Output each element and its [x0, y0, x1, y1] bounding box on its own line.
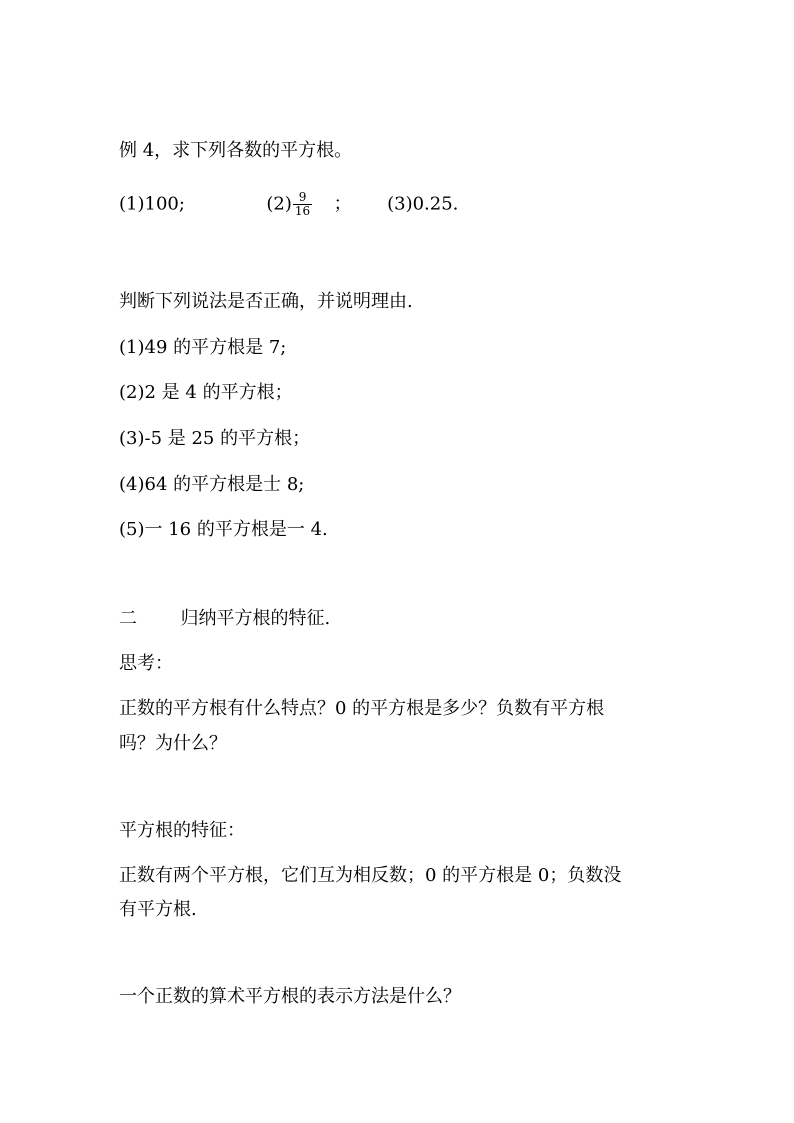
- feature-label: 平方根的特征：: [119, 820, 245, 841]
- judge-item: (3)-5 是 25 的平方根；: [119, 428, 311, 449]
- think-label: 思考：: [119, 653, 173, 674]
- judge-item: (2)2 是 4 的平方根；: [119, 382, 293, 403]
- judge-item: (5)一 16 的平方根是一 4.: [119, 519, 328, 540]
- feature-line2: 有平方根.: [119, 899, 197, 920]
- judge-title: 判断下列说法是否正确，并说明理由.: [119, 291, 413, 312]
- example4-item2-prefix: (2): [266, 193, 292, 215]
- example4-item2-suffix: ；: [333, 193, 352, 215]
- final-question: 一个正数的算术平方根的表示方法是什么？: [119, 986, 461, 1007]
- example4-item3: (3)0.25.: [387, 193, 459, 215]
- think-question-line1: 正数的平方根有什么特点？0 的平方根是多少？负数有平方根: [119, 698, 605, 719]
- example4-items: [119, 191, 458, 218]
- judge-item: (1)49 的平方根是 7;: [119, 337, 287, 358]
- example4-title: 例 4，求下列各数的平方根。: [119, 140, 353, 161]
- section2-heading: [119, 607, 330, 631]
- fraction-numerator: 9: [293, 191, 312, 205]
- example4-item1: (1)100;: [119, 193, 185, 215]
- feature-line1: 正数有两个平方根，它们互为相反数；0 的平方根是 0；负数没: [119, 865, 622, 886]
- fraction-denominator: 16: [294, 204, 311, 218]
- fraction-9-16: [293, 191, 312, 218]
- section-title: 归纳平方根的特征.: [180, 608, 331, 629]
- section-number: 二: [119, 608, 137, 629]
- think-question-line2: 吗？为什么？: [119, 733, 227, 754]
- judge-item: (4)64 的平方根是士 8;: [119, 474, 305, 495]
